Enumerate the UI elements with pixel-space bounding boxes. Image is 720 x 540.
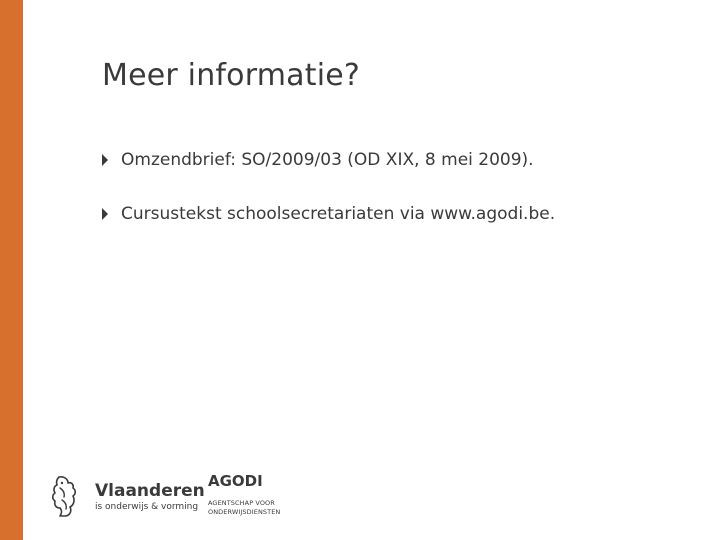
vlaanderen-logo-subtitle: is onderwijs & vorming [95, 502, 199, 512]
triangle-bullet-icon [102, 208, 108, 220]
agodi-subtitle-line1: AGENTSCHAP VOOR [208, 499, 275, 507]
bullet-text: Cursustekst schoolsecretariaten via www.agodi.be. [121, 204, 556, 224]
triangle-bullet-icon [102, 154, 108, 166]
agodi-subtitle-line2: ONDERWIJSDIENSTEN [208, 508, 281, 516]
footer-logos [50, 464, 310, 528]
accent-bar [0, 0, 23, 540]
bullet-text: Omzendbrief: SO/2009/03 (OD XIX, 8 mei 2009). [121, 150, 534, 170]
vlaanderen-logo-text: Vlaanderen [95, 481, 205, 501]
bullet-item [102, 150, 534, 170]
bullet-item [102, 204, 555, 224]
agodi-logo-text: AGODI [208, 472, 263, 490]
flemish-lion-icon [50, 474, 80, 518]
slide-title: Meer informatie? [102, 58, 361, 93]
